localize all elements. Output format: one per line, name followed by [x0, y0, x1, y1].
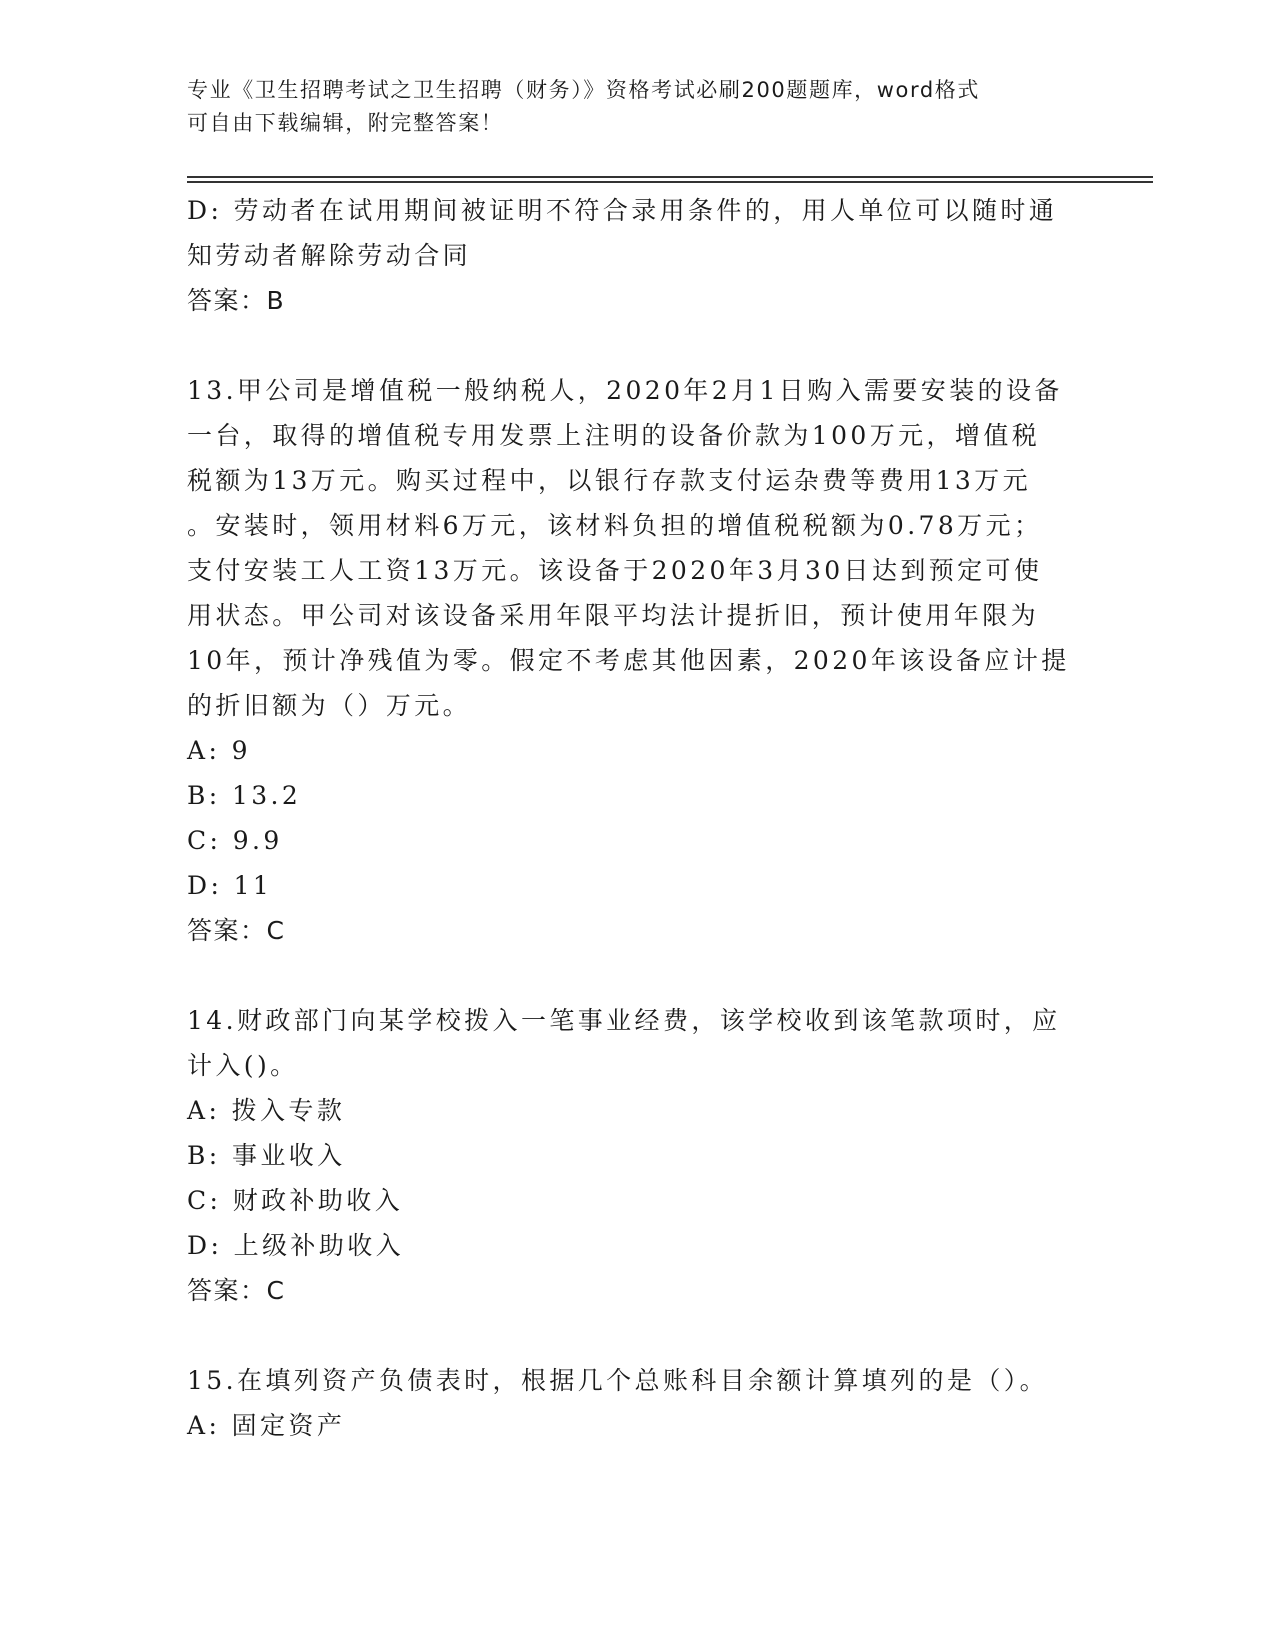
q13-stem-line-4: 。安装时，领用材料6万元，该材料负担的增值税税额为0.78万元；	[187, 511, 1043, 540]
q13-stem-line-6: 用状态。甲公司对该设备采用年限平均法计提折旧，预计使用年限为	[187, 601, 1040, 630]
spacer	[187, 323, 1087, 368]
q13-stem-line-7: 10年，预计净残值为零。假定不考虑其他因素，2020年该设备应计提	[187, 646, 1070, 675]
prev-question	[187, 188, 1087, 323]
q14-stem-line-1: 14.财政部门向某学校拨入一笔事业经费，该学校收到该笔款项时，应	[187, 1006, 1061, 1035]
spacer	[187, 1313, 1087, 1358]
q13-stem-line-2: 一台，取得的增值税专用发票上注明的设备价款为100万元，增值税	[187, 421, 1041, 450]
q13-option-d: D: 11	[187, 871, 273, 900]
header-line-1: 专业《卫生招聘考试之卫生招聘（财务）》资格考试必刷200题题库，word格式	[187, 78, 980, 102]
header-line-2: 可自由下载编辑，附完整答案！	[187, 111, 504, 135]
spacer	[187, 953, 1087, 998]
question-13	[187, 368, 1087, 953]
q13-answer: 答案：C	[187, 916, 286, 945]
q14-answer: 答案：C	[187, 1276, 286, 1305]
prev-answer: 答案：B	[187, 286, 286, 315]
question-15	[187, 1358, 1087, 1448]
q13-option-c: C: 9.9	[187, 826, 283, 855]
q13-stem-line-3: 税额为13万元。购买过程中，以银行存款支付运杂费等费用13万元	[187, 466, 1032, 495]
q15-stem-line-1: 15.在填列资产负债表时，根据几个总账科目余额计算填列的是（）。	[187, 1366, 1049, 1395]
q13-stem-line-8: 的折旧额为（）万元。	[187, 691, 472, 720]
q13-option-a: A: 9	[187, 736, 251, 765]
prev-option-d-line-1: D: 劳动者在试用期间被证明不符合录用条件的，用人单位可以随时通	[187, 196, 1058, 225]
document-header	[187, 74, 1067, 140]
q14-option-b: B: 事业收入	[187, 1141, 346, 1170]
question-14	[187, 998, 1087, 1313]
header-divider-bottom	[187, 181, 1153, 183]
q13-stem-line-5: 支付安装工人工资13万元。该设备于2020年3月30日达到预定可使	[187, 556, 1043, 585]
q14-option-c: C: 财政补助收入	[187, 1186, 404, 1215]
q13-stem-line-1: 13.甲公司是增值税一般纳税人，2020年2月1日购入需要安装的设备	[187, 376, 1063, 405]
q14-option-a: A: 拨入专款	[187, 1096, 346, 1125]
document-body	[187, 188, 1087, 1448]
q13-option-b: B: 13.2	[187, 781, 302, 810]
prev-option-d-line-2: 知劳动者解除劳动合同	[187, 241, 472, 270]
q14-stem-line-2: 计入()。	[187, 1051, 299, 1080]
header-divider-top	[187, 176, 1153, 178]
q15-option-a: A: 固定资产	[187, 1411, 346, 1440]
q14-option-d: D: 上级补助收入	[187, 1231, 405, 1260]
